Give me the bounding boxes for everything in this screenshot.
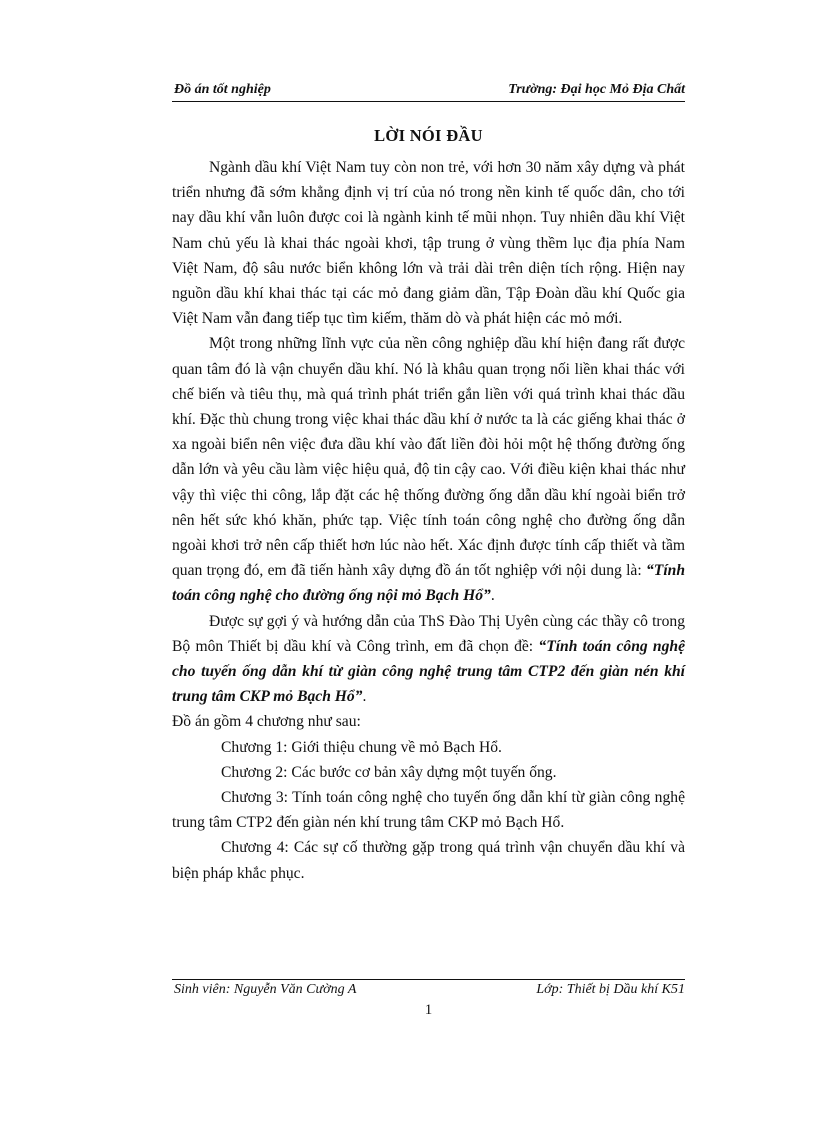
footer-student: Sinh viên: Nguyễn Văn Cường A	[174, 982, 357, 997]
paragraph-topic	[172, 609, 685, 710]
footer-class: Lớp: Thiết bị Dầu khí K51	[536, 982, 685, 997]
chapter-item: Chương 2: Các bước cơ bản xây dựng một tuyến ống.	[221, 763, 557, 781]
header-rule	[172, 101, 685, 102]
chapter-item: Chương 3: Tính toán công nghệ cho tuyến ống dẫn khí từ giàn công nghệ trung tâm CTP2 đến giàn nén khí trung tâm CKP mỏ Bạch Hổ.	[172, 789, 685, 832]
paragraph-transport	[172, 331, 685, 608]
page-header	[172, 80, 685, 100]
page-title: LỜI NÓI ĐẦU	[374, 126, 483, 145]
chapter-item: Chương 4: Các sự cố thường gặp trong quá trình vận chuyển dầu khí và biện pháp khắc phục.	[172, 839, 685, 882]
paragraph-intro: Ngành dầu khí Việt Nam tuy còn non trẻ, với hơn 30 năm xây dựng và phát triển nhưng đã sớm khẳng định vị trí của nó trong nền kinh tế quốc dân, cho tới nay dầu khí vẫn luôn được coi là ngành kinh tế mũi nhọn. Tuy nhiên dầu khí Việt Nam chủ yếu là khai thác ngoài khơi, tập trung ở vùng thềm lục địa phía Nam Việt Nam, độ sâu nước biển không lớn và trải dài trên diện tích rộng. Hiện nay nguồn dầu khí khai thác tại các mỏ đang giảm dần, Tập Đoàn dầu khí Quốc gia Việt Nam vẫn đang tiếp tục tìm kiếm, thăm dò và phát hiện các mỏ mới.	[172, 159, 685, 328]
header-document-type: Đồ án tốt nghiệp	[174, 82, 271, 97]
paragraph-transport-end: .	[490, 587, 495, 605]
chapter-list-intro: Đồ án gồm 4 chương như sau:	[172, 713, 361, 731]
thesis-topic-general: “Tính toán công nghệ cho đường ống nội mỏ Bạch Hổ”	[172, 562, 685, 605]
header-university: Trường: Đại học Mỏ Địa Chất	[508, 82, 685, 97]
footer-rule	[172, 979, 685, 980]
page-number: 1	[424, 1002, 433, 1018]
paragraph-topic-end: .	[362, 688, 367, 706]
document-body	[172, 155, 685, 886]
page-footer	[172, 982, 685, 1002]
paragraph-topic-text: Được sự gợi ý và hướng dẫn của ThS Đào Thị Uyên cùng các thầy cô trong Bộ môn Thiết bị dầu khí và Công trình, em đã chọn đề:	[172, 612, 685, 655]
paragraph-transport-text: Một trong những lĩnh vực của nền công nghiệp dầu khí hiện đang rất được quan tâm đó là vận chuyển dầu khí. Nó là khâu quan trọng nối liền khai thác với chế biến và tiêu thụ, mà quá trình phát triển gắn liền với quá trình khai thác dầu khí. Đặc thù chung trong việc khai thác dầu khí ở nước ta là các giếng khai thác ở xa ngoài biển nên việc đưa dầu khí vào đất liền đòi hỏi một hệ thống đường ống dẫn lớn và yêu cầu làm việc hiệu quả, độ tin cậy cao. Với điều kiện khai thác như vậy thì việc thi công, lắp đặt các hệ thống đường ống dẫn dầu khí ngoài biển trở nên hết sức khó khăn, phức tạp. Việc tính toán công nghệ cho đường ống dẫn ngoài khơi trở nên cấp thiết hơn lúc nào hết. Xác định được tính cấp thiết và tầm quan trọng đó, em đã tiến hành xây dựng đồ án tốt nghiệp với nội dung là:	[172, 335, 685, 580]
thesis-topic-specific: “Tính toán công nghệ cho tuyến ống dẫn khí từ giàn công nghệ trung tâm CTP2 đến giàn nén khí trung tâm CKP mỏ Bạch Hổ”	[172, 637, 685, 706]
chapter-item: Chương 1: Giới thiệu chung về mỏ Bạch Hổ.	[221, 738, 502, 756]
